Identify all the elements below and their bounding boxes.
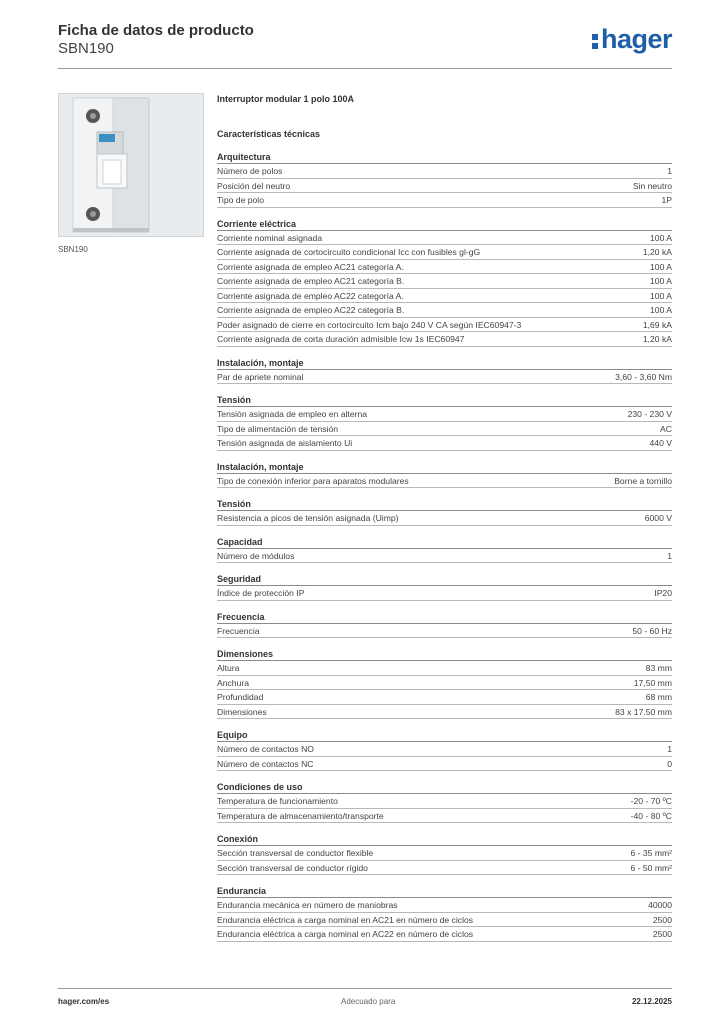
spec-value: 1,20 kA — [642, 247, 672, 257]
spec-row — [217, 436, 672, 451]
spec-section — [217, 536, 672, 564]
footer-date: 22.12.2025 — [631, 997, 672, 1006]
spec-value: 0 — [667, 758, 672, 769]
spec-label: Tipo de polo — [217, 195, 264, 205]
spec-row — [217, 318, 672, 333]
spec-value: 440 V — [649, 438, 672, 448]
spec-label: Sección transversal de conductor rígido — [217, 862, 368, 873]
header-divider — [58, 68, 672, 69]
spec-label: Anchura — [217, 677, 250, 688]
section-title: Tensión — [217, 498, 672, 511]
section-title: Endurancia — [217, 885, 672, 898]
spec-label: Número de contactos NO — [217, 744, 314, 754]
product-name: Interruptor modular 1 polo 100A — [217, 94, 355, 104]
spec-row — [217, 474, 672, 489]
spec-row — [217, 231, 672, 246]
spec-value: 100 A — [650, 305, 672, 315]
spec-label: Posición del neutro — [217, 180, 291, 191]
section-title: Dimensiones — [217, 648, 672, 661]
spec-row — [217, 586, 672, 601]
spec-section — [217, 461, 672, 489]
spec-value: 6 - 50 mm² — [630, 862, 672, 873]
product-code: SBN190 — [58, 40, 114, 57]
section-title: Corriente eléctrica — [217, 218, 672, 231]
spec-value: 83 x 17.50 mm — [615, 706, 672, 717]
spec-label: Número de módulos — [217, 550, 295, 561]
section-title: Tensión — [217, 394, 672, 407]
spec-label: Temperatura de almacenamiento/transporte — [217, 810, 384, 821]
spec-label: Resistencia a picos de tensión asignada (Uimp) — [217, 513, 399, 523]
spec-value: Sin neutro — [632, 180, 672, 191]
spec-value: 1 — [667, 166, 672, 176]
spec-value: 100 A — [650, 232, 672, 243]
spec-label: Endurancia mecánica en número de maniobras — [217, 900, 398, 910]
spec-value: 1 — [667, 744, 672, 754]
product-image — [58, 93, 204, 237]
spec-value: 3,60 - 3,60 Nm — [615, 371, 672, 382]
spec-row — [217, 303, 672, 318]
page-header — [58, 22, 672, 70]
spec-row — [217, 898, 672, 913]
spec-row — [217, 757, 672, 772]
spec-row — [217, 422, 672, 437]
spec-value: 68 mm — [645, 692, 672, 702]
spec-label: Frecuencia — [217, 625, 260, 636]
spec-label: Tensión asignada de empleo en alterna — [217, 409, 368, 419]
tech-specs-title: Características técnicas — [217, 129, 321, 139]
spec-section — [217, 611, 672, 639]
spec-value: 100 A — [650, 261, 672, 272]
spec-value: 17,50 mm — [633, 677, 672, 688]
spec-section — [217, 729, 672, 771]
spec-value: 6 - 35 mm² — [630, 848, 672, 858]
spec-row — [217, 370, 672, 385]
spec-row — [217, 289, 672, 304]
hager-logo: hager — [592, 24, 672, 55]
spec-label: Tensión asignada de aislamiento Ui — [217, 438, 353, 448]
spec-label: Par de apriete nominal — [217, 371, 304, 382]
product-image-panel — [58, 93, 204, 254]
spec-label: Número de contactos NC — [217, 758, 314, 769]
spec-value: 2500 — [652, 929, 672, 939]
spec-section — [217, 833, 672, 875]
spec-row — [217, 193, 672, 208]
specs-panel — [217, 94, 672, 952]
spec-label: Profundidad — [217, 692, 264, 702]
spec-row — [217, 245, 672, 260]
spec-row — [217, 274, 672, 289]
spec-label: Poder asignado de cierre en cortocircuito Icm bajo 240 V CA según IEC60947-3 — [217, 319, 522, 330]
product-image-caption: SBN190 — [58, 245, 88, 254]
spec-section — [217, 648, 672, 719]
spec-row — [217, 676, 672, 691]
spec-section — [217, 781, 672, 823]
spec-row — [217, 927, 672, 942]
spec-value: 100 A — [650, 276, 672, 286]
spec-section — [217, 573, 672, 601]
spec-row — [217, 794, 672, 809]
document-title: Ficha de datos de producto — [58, 22, 254, 39]
spec-label: Altura — [217, 663, 240, 673]
spec-row — [217, 661, 672, 676]
spec-value: 50 - 60 Hz — [632, 625, 672, 636]
spec-row — [217, 861, 672, 876]
spec-label: Endurancia eléctrica a carga nominal en AC21 en número de ciclos — [217, 914, 474, 925]
spec-label: Temperatura de funcionamiento — [217, 796, 338, 806]
spec-label: Sección transversal de conductor flexible — [217, 848, 374, 858]
spec-value: 2500 — [652, 914, 672, 925]
spec-sections — [217, 151, 672, 942]
section-title: Seguridad — [217, 573, 672, 586]
section-title: Condiciones de uso — [217, 781, 672, 794]
section-title: Frecuencia — [217, 611, 672, 624]
spec-section — [217, 498, 672, 526]
footer-middle-text: Adecuado para — [341, 997, 396, 1006]
section-title: Instalación, montaje — [217, 357, 672, 370]
spec-value: 1 — [667, 550, 672, 561]
spec-row — [217, 179, 672, 194]
spec-value: -20 - 70 ºC — [630, 796, 672, 806]
spec-row — [217, 624, 672, 639]
footer-divider — [58, 988, 672, 989]
spec-value: 40000 — [648, 900, 672, 910]
spec-label: Tipo de conexión inferior para aparatos modulares — [217, 475, 409, 486]
spec-label: Dimensiones — [217, 706, 267, 717]
section-title: Equipo — [217, 729, 672, 742]
spec-row — [217, 742, 672, 757]
spec-label: Corriente asignada de empleo AC22 categoría A. — [217, 290, 404, 301]
spec-section — [217, 394, 672, 451]
spec-value: AC — [660, 423, 672, 434]
spec-value: Borne a tornillo — [614, 475, 672, 486]
spec-row — [217, 913, 672, 928]
spec-row — [217, 260, 672, 275]
section-title: Conexión — [217, 833, 672, 846]
spec-section — [217, 357, 672, 385]
spec-row — [217, 511, 672, 526]
spec-label: Corriente asignada de corta duración admisible Icw 1s IEC60947 — [217, 334, 465, 344]
spec-label: Tipo de alimentación de tensión — [217, 423, 339, 434]
breaker-illustration-icon — [59, 94, 203, 236]
spec-label: Corriente asignada de empleo AC22 categoría B. — [217, 305, 405, 315]
spec-section — [217, 218, 672, 347]
spec-value: 1P — [661, 195, 672, 205]
spec-label: Índice de protección IP — [217, 588, 305, 598]
spec-value: -40 - 80 ºC — [630, 810, 672, 821]
spec-row — [217, 690, 672, 705]
spec-value: 230 - 230 V — [627, 409, 672, 419]
footer-site-link[interactable]: hager.com/es — [58, 997, 110, 1006]
spec-label: Corriente nominal asignada — [217, 232, 323, 243]
section-title: Capacidad — [217, 536, 672, 549]
spec-label: Corriente asignada de empleo AC21 categoría B. — [217, 276, 405, 286]
logo-dots-icon — [592, 28, 600, 50]
spec-value: IP20 — [654, 588, 672, 598]
spec-label: Número de polos — [217, 166, 283, 176]
spec-row — [217, 164, 672, 179]
section-title: Instalación, montaje — [217, 461, 672, 474]
spec-value: 1,20 kA — [642, 334, 672, 344]
spec-section — [217, 151, 672, 208]
spec-row — [217, 809, 672, 824]
spec-label: Corriente asignada de empleo AC21 categoría A. — [217, 261, 404, 272]
spec-row — [217, 705, 672, 720]
spec-row — [217, 549, 672, 564]
spec-value: 6000 V — [644, 513, 672, 523]
spec-value: 100 A — [650, 290, 672, 301]
spec-value: 1,69 kA — [642, 319, 672, 330]
spec-row — [217, 407, 672, 422]
spec-label: Endurancia eléctrica a carga nominal en AC22 en número de ciclos — [217, 929, 474, 939]
spec-section — [217, 885, 672, 942]
spec-row — [217, 846, 672, 861]
spec-label: Corriente asignada de cortocircuito condicional Icc con fusibles gl-gG — [217, 247, 481, 257]
section-title: Arquitectura — [217, 151, 672, 164]
spec-value: 83 mm — [645, 663, 672, 673]
spec-row — [217, 332, 672, 347]
